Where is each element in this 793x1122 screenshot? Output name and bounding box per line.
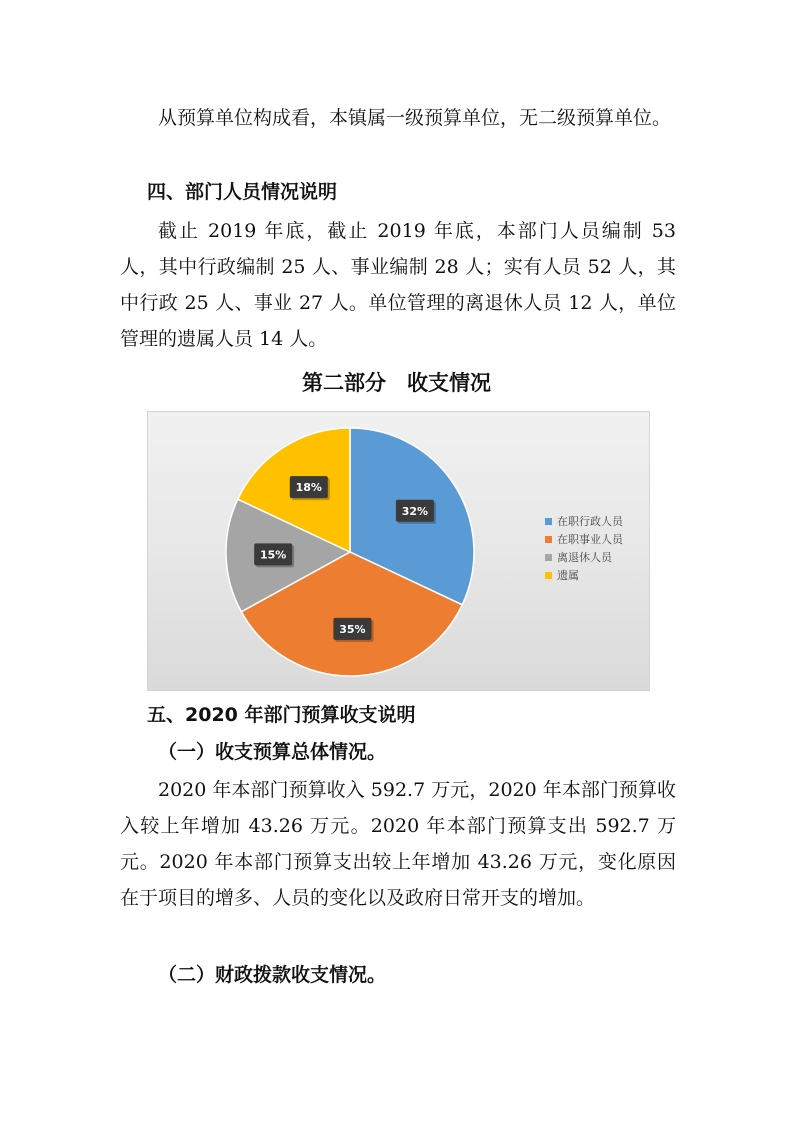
data-label	[333, 618, 373, 642]
legend-label: 在职行政人员	[557, 515, 623, 528]
data-label-text: 18%	[295, 481, 322, 495]
legend-item-active-admin	[545, 512, 623, 530]
data-label	[290, 476, 330, 500]
data-label-text: 35%	[339, 622, 366, 636]
legend-item-survivors	[545, 566, 623, 584]
data-label	[254, 543, 294, 567]
legend-label: 离退休人员	[557, 551, 612, 564]
legend-label: 在职事业人员	[557, 533, 623, 546]
subheading-fiscal: （二）财政拨款收支情况。	[158, 964, 387, 986]
subheading-overall: （一）收支预算总体情况。	[158, 741, 387, 763]
data-label	[396, 500, 436, 524]
heading-personnel: 四、部门人员情况说明	[147, 181, 338, 203]
part-two-title: 第二部分 收支情况	[302, 371, 491, 395]
chart-legend	[545, 512, 623, 584]
legend-label: 遗属	[557, 569, 579, 582]
legend-item-active-public	[545, 530, 623, 548]
paragraph-budget-units: 从预算单位构成看，本镇属一级预算单位，无二级预算单位。	[158, 107, 672, 129]
legend-swatch	[545, 554, 552, 561]
paragraph-personnel: 截止 2019 年底，截止 2019 年底，本部门人员编制 53 人，其中行政编制 25 人、事业编制 28 人；实有人员 52 人，其中行政 25 人、事业 27 人。单位管理的离退休人员 12 人，单位管理的遗属人员 14 人。	[120, 220, 676, 350]
legend-item-retired	[545, 548, 623, 566]
heading-budget-2020: 五、2020 年部门预算收支说明	[147, 704, 416, 726]
data-label-text: 15%	[259, 548, 287, 562]
data-label-text: 32%	[401, 504, 429, 518]
legend-swatch	[545, 572, 552, 579]
legend-swatch	[545, 536, 552, 543]
legend-swatch	[545, 518, 552, 525]
paragraph-overall-budget: 2020 年本部门预算收入 592.7 万元，2020 年本部门预算收入较上年增加 43.26 万元。2020 年本部门预算支出 592.7 万元。2020 年本部门预算支出较上年增加 43.26 万元，变化原因在于项目的增多、人员的变化以及政府日常开支的增加。	[120, 779, 676, 909]
